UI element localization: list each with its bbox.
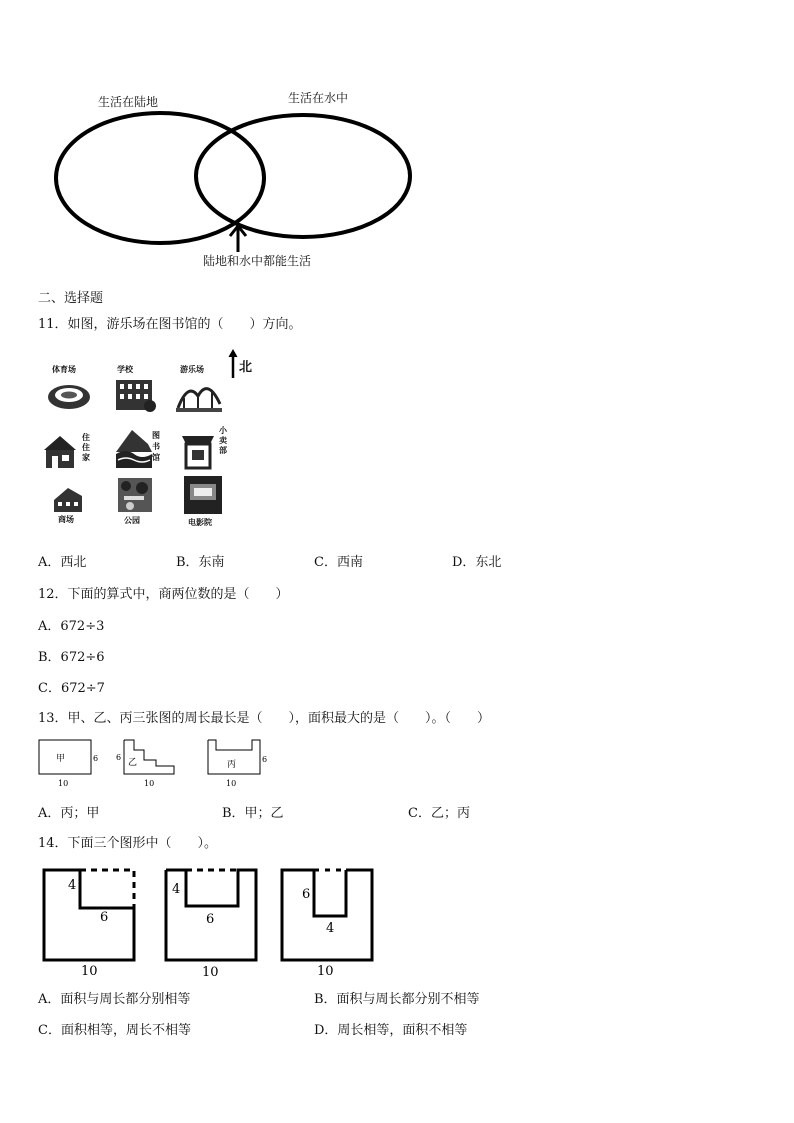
q14-fig3-top: 6 xyxy=(302,887,311,902)
q14-fig2-bottom: 10 xyxy=(202,965,219,980)
figure-bing-w: 10 xyxy=(226,779,237,788)
figure-bing xyxy=(208,740,267,788)
figure-jia xyxy=(39,740,98,788)
q11-option-b[interactable]: B．东南 xyxy=(176,555,225,570)
q14-fig1-inner: 6 xyxy=(100,910,109,925)
q14-figure-2 xyxy=(166,870,256,980)
stadium-icon xyxy=(44,373,94,423)
label-school: 学校 xyxy=(117,365,133,374)
q14-option-b[interactable]: B．面积与周长都分别不相等 xyxy=(314,992,480,1007)
q11-option-d[interactable]: D．东北 xyxy=(452,555,502,570)
venn-right-ellipse xyxy=(196,115,410,237)
figure-bing-h: 6 xyxy=(262,755,268,764)
figure-yi xyxy=(116,740,174,788)
label-cinema: 电影院 xyxy=(188,518,212,527)
figure-bing-name: 丙 xyxy=(227,760,237,770)
label-park: 公园 xyxy=(124,516,140,525)
figure-yi-w: 10 xyxy=(144,779,155,788)
q11-option-a[interactable]: A．西北 xyxy=(38,555,87,570)
venn-left-label: 生活在陆地 xyxy=(98,95,159,109)
label-stadium: 体育场 xyxy=(52,365,76,374)
q12-option-b[interactable]: B．672÷6 xyxy=(38,650,105,665)
label-library: 图书馆 xyxy=(152,431,160,462)
q14-fig2-top: 4 xyxy=(172,882,181,897)
venn-right-label: 生活在水中 xyxy=(288,91,349,105)
figure-jia-h: 6 xyxy=(93,754,99,763)
label-store: 小卖部 xyxy=(219,426,227,455)
venn-up-arrow xyxy=(230,226,246,252)
q14-option-a[interactable]: A．面积与周长都分别相等 xyxy=(38,992,191,1007)
q14-option-c[interactable]: C．面积相等，周长不相等 xyxy=(38,1023,191,1038)
q13-option-b[interactable]: B．甲；乙 xyxy=(222,806,284,821)
q14-figure-3 xyxy=(282,870,372,979)
figure-jia-w: 10 xyxy=(58,779,69,788)
q13-stem: 13．甲、乙、丙三张图的周长最长是（ ），面积最大的是（ ）。（ ） xyxy=(38,711,491,726)
q14-figure-1 xyxy=(44,870,134,979)
venn-ellipses xyxy=(0,0,794,260)
q14-fig3-inner: 4 xyxy=(326,921,335,936)
label-residence: 住住家 xyxy=(82,433,90,462)
q14-figures xyxy=(30,860,390,982)
q11-option-c[interactable]: C．西南 xyxy=(314,555,363,570)
school-icon xyxy=(110,368,160,418)
q14-option-d[interactable]: D．周长相等，面积不相等 xyxy=(314,1023,468,1038)
figure-yi-name: 乙 xyxy=(128,758,138,768)
figure-jia-name: 甲 xyxy=(56,754,66,764)
q13-figures xyxy=(30,734,290,790)
q12-option-a[interactable]: A．672÷3 xyxy=(38,619,105,634)
section-title: 二、选择题 xyxy=(38,291,104,306)
amusement-park-icon xyxy=(174,368,224,418)
q13-option-c[interactable]: C．乙；丙 xyxy=(408,806,470,821)
label-mall: 商场 xyxy=(58,515,74,524)
q14-fig2-inner: 6 xyxy=(206,912,215,927)
q14-stem: 14．下面三个图形中（ ）。 xyxy=(38,836,218,851)
venn-bottom-label: 陆地和水中都能生活 xyxy=(203,254,312,268)
q11-stem: 11．如图，游乐场在图书馆的（ ）方向。 xyxy=(38,317,302,332)
q12-option-c[interactable]: C．672÷7 xyxy=(38,681,105,696)
q12-stem: 12．下面的算式中，商两位数的是（ ） xyxy=(38,587,289,602)
north-label: 北 xyxy=(239,360,253,375)
q14-fig1-top: 4 xyxy=(68,878,77,893)
figure-yi-h: 6 xyxy=(116,753,122,762)
q14-fig1-bottom: 10 xyxy=(81,964,98,979)
label-amusement: 游乐场 xyxy=(180,365,204,374)
q13-option-a[interactable]: A．丙；甲 xyxy=(38,806,100,821)
q14-fig3-bottom: 10 xyxy=(317,964,334,979)
